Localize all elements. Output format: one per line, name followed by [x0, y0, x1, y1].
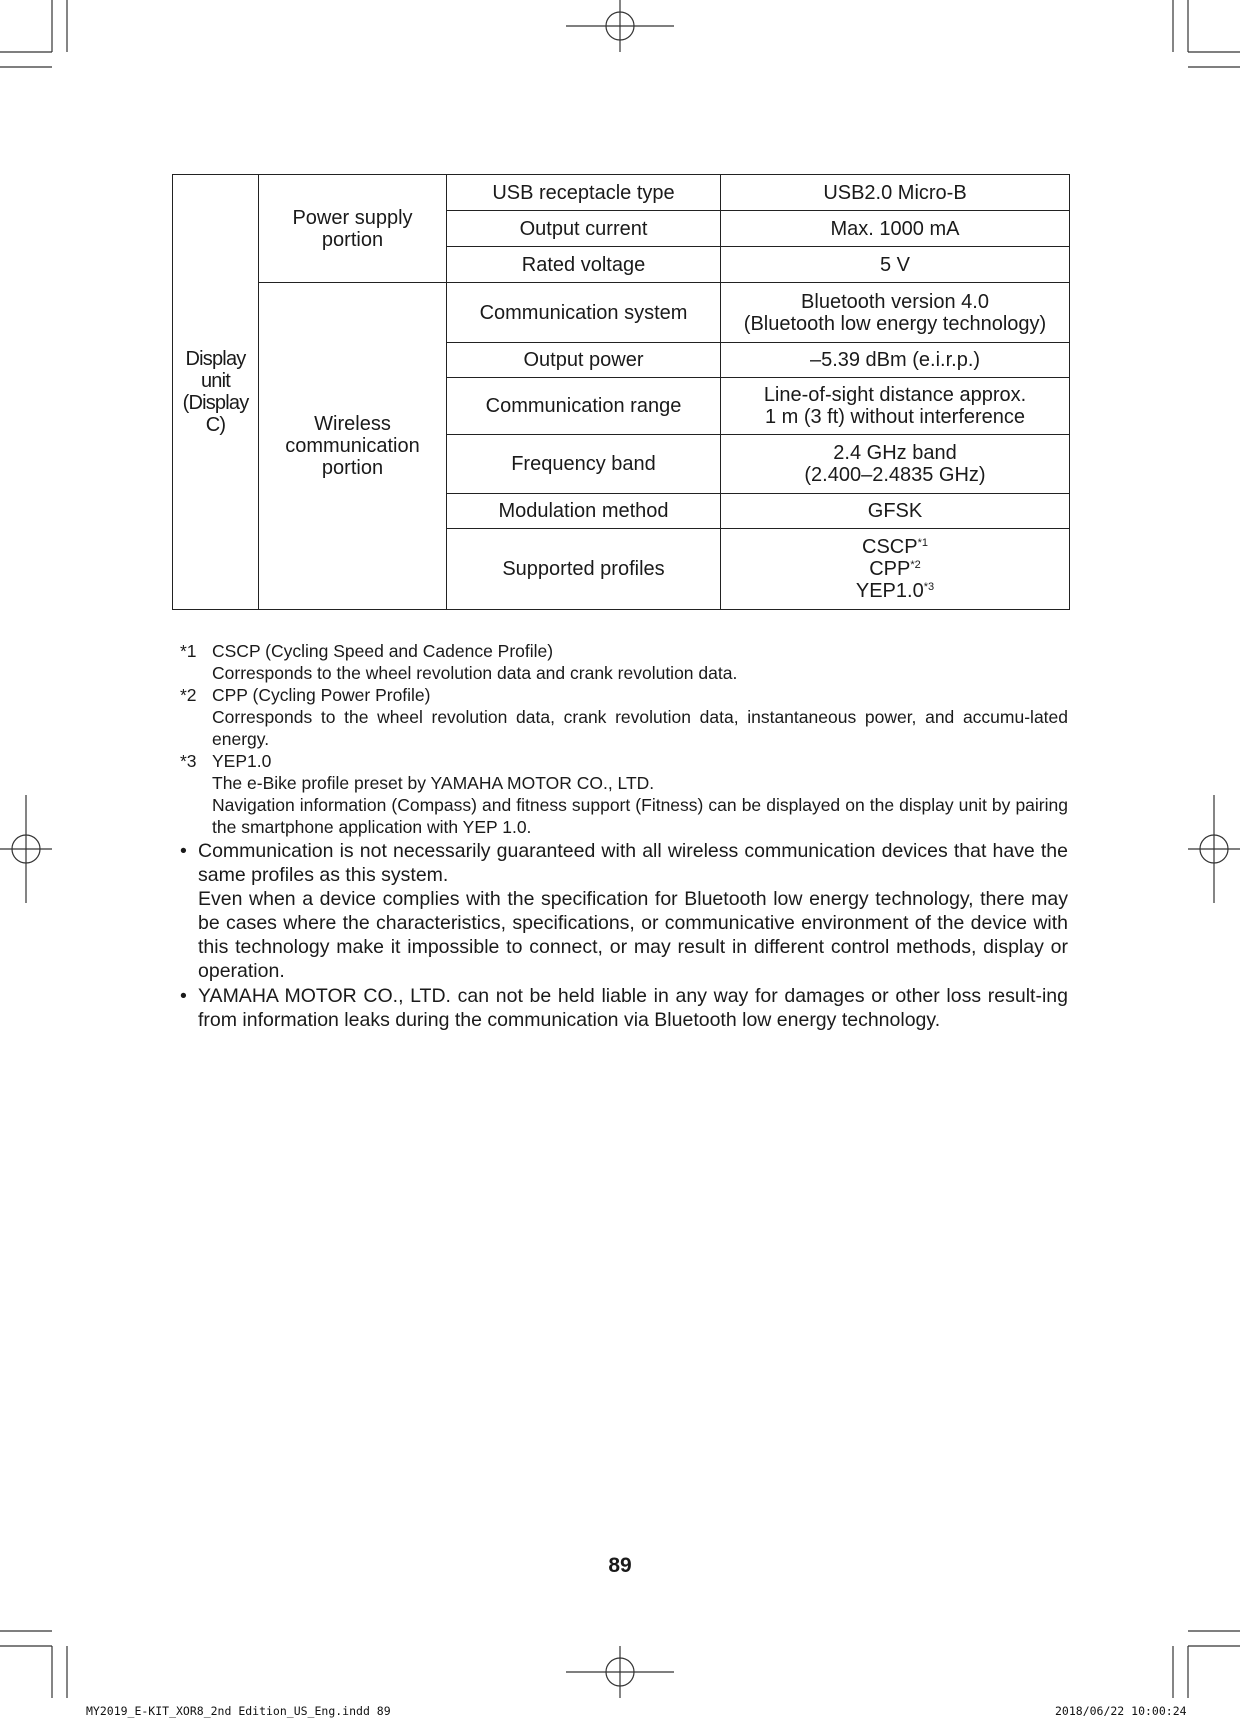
spec-table: [172, 174, 1070, 610]
output-power-label: Output power: [447, 343, 721, 378]
output-power-value: –5.39 dBm (e.i.r.p.): [721, 343, 1070, 378]
bullet-compatibility: • Communication is not necessarily guaranteed with all wireless communication devices that have the same profiles as this system. Even when a device complies with the specification for Bluetooth low energy technology, there may be cases where the characteristics, specifications, or communicative environment of the device with this technology make it impossible to connect, or may result in different control methods, display or operation.: [180, 840, 1068, 982]
freq-band-label: Frequency band: [447, 435, 721, 494]
footnote-3: *3 YEP1.0 The e-Bike profile preset by YAMAHA MOTOR CO., LTD. Navigation information (Compass) and fitness support (Fitness) can be displayed on the display unit by pairing the smartphone application with YEP 1.0.: [180, 751, 1068, 837]
page-number: 89: [608, 1554, 632, 1577]
usb-type-value: USB2.0 Micro-B: [721, 175, 1070, 211]
footnote-2: *2 CPP (Cycling Power Profile) Corresponds to the wheel revolution data, crank revolution data, instantaneous power, and accumu-lated energy.: [180, 685, 1068, 749]
profiles-value: CSCP$^{*1}$ CPP$^{*2}$ YEP1.0$^{*3}$: [721, 529, 1070, 610]
bullet-dot: •: [180, 840, 187, 862]
comm-system-label: Communication system: [447, 283, 721, 343]
freq-band-value: 2.4 GHz band (2.400–2.4835 GHz): [721, 435, 1070, 494]
slug-file: MY2019_E-KIT_XOR8_2nd Edition_US_Eng.indd 89: [86, 1704, 391, 1718]
rated-voltage-value: 5 V: [721, 247, 1070, 283]
comm-range-label: Communication range: [447, 378, 721, 435]
wireless-group: Wireless communication portion: [259, 283, 447, 610]
notes-section: [180, 640, 1068, 1032]
output-current-label: Output current: [447, 211, 721, 247]
power-supply-group: Power supply portion: [259, 175, 447, 283]
usb-type-label: USB receptacle type: [447, 175, 721, 211]
table-row: [173, 175, 1070, 211]
table-row: [173, 283, 1070, 343]
rated-voltage-label: Rated voltage: [447, 247, 721, 283]
slug-datetime: 2018/06/22 10:00:24: [1055, 1704, 1187, 1718]
modulation-value: GFSK: [721, 494, 1070, 529]
comm-system-value: Bluetooth version 4.0 (Bluetooth low energy technology): [721, 283, 1070, 343]
bullet-liability: • YAMAHA MOTOR CO., LTD. can not be held liable in any way for damages or other loss result-ing from information leaks during the communication via Bluetooth low energy technology.: [180, 985, 1068, 1031]
profiles-label: Supported profiles: [447, 529, 721, 610]
bullet-dot: •: [180, 985, 187, 1007]
modulation-label: Modulation method: [447, 494, 721, 529]
output-current-value: Max. 1000 mA: [721, 211, 1070, 247]
footnote-1: *1 CSCP (Cycling Speed and Cadence Profile) Corresponds to the wheel revolution data and crank revolution data.: [180, 641, 738, 683]
display-unit-cell: Display unit (Display C): [173, 175, 259, 610]
comm-range-value: Line-of-sight distance approx. 1 m (3 ft) without interference: [721, 378, 1070, 435]
